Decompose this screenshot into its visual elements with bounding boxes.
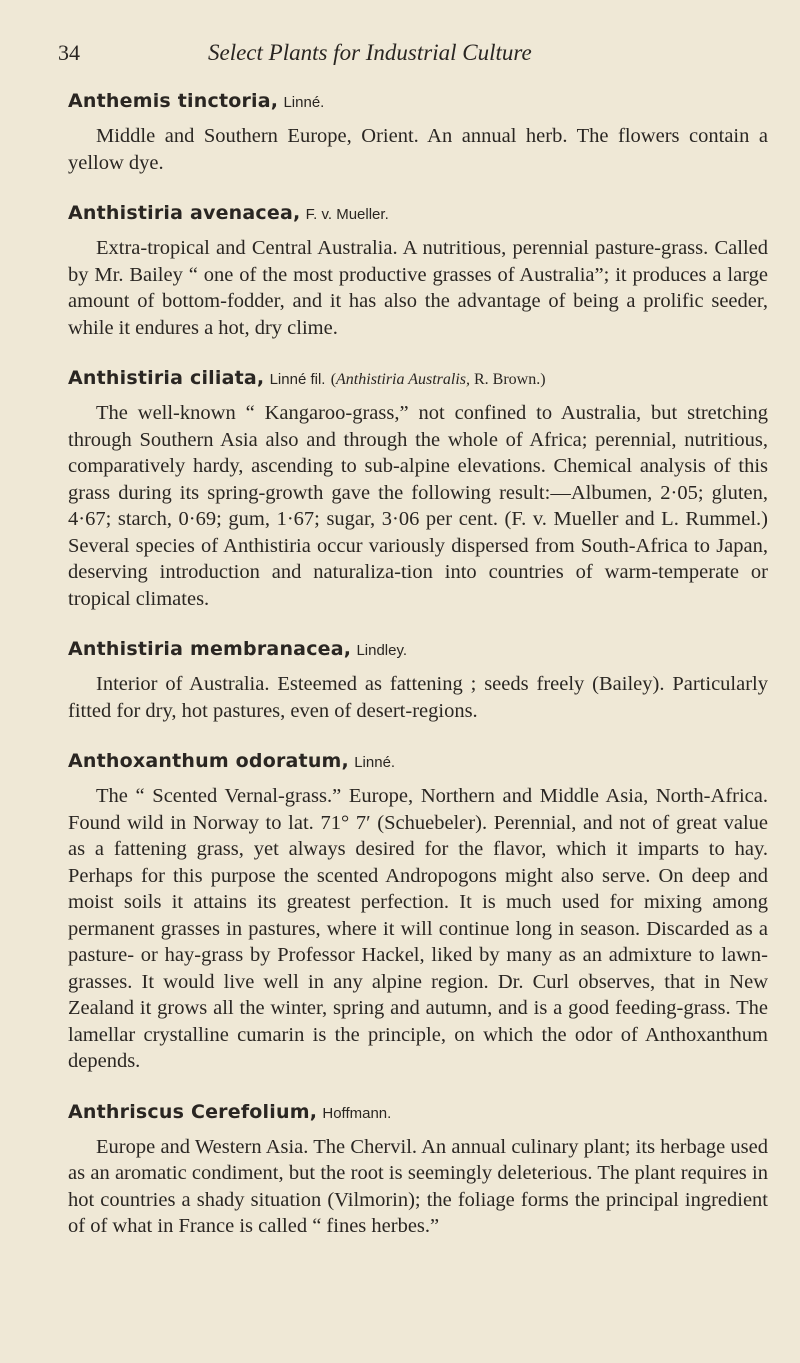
entry-anthistiria-membranacea bbox=[68, 634, 768, 724]
entry-title bbox=[68, 634, 768, 665]
entry-body: The “ Scented Vernal-grass.” Europe, Northern and Middle Asia, North-Africa. Found wild in Norway to lat. 71° 7′ (Schuebeler). Perennial, and not of great value as a fattening grass, yet always desired for the flavor, which it imparts to hay. Perhaps for this purpose the scented Andropogons might also serve. On deep and moist soils it attains its greatest perfection. It is much used for mixing among permanent grasses in pastures, where it will continue long in season. Discarded as a pasture- or hay-grass by Professor Hackel, liked by many as an admixture to lawn-grasses. It would live well in any alpine region. Dr. Curl observes, that in New Zealand it grows all the winter, spring and autumn, and is a good feeding-grass. The lamellar crystalline cumarin is the principle, on which the odor of Anthoxanthum depends. bbox=[68, 785, 768, 1072]
entry-anthriscus-cerefolium bbox=[68, 1097, 768, 1240]
entry-body: Extra-tropical and Central Australia. A nutritious, perennial pasture-grass. Called by Mr. Bailey “ one of the most productive grasses of Australia”; it produces a large amount of bottom-fodder, and it has also the advantage of being a prolific seeder, while it endures a hot, dry clime. bbox=[68, 237, 768, 339]
species-authority: Lindley. bbox=[356, 642, 408, 659]
synonym-open-paren: ( bbox=[330, 371, 337, 388]
entries bbox=[68, 86, 768, 1262]
synonym-name: Anthistiria Australis, bbox=[336, 371, 470, 388]
species-name: Anthistiria membranacea, bbox=[68, 638, 352, 660]
species-name: Anthoxanthum odoratum, bbox=[68, 750, 349, 772]
page-number: 34 bbox=[58, 40, 80, 65]
entry-anthistiria-ciliata bbox=[68, 363, 768, 612]
synonym bbox=[331, 371, 546, 388]
entry-anthemis-tinctoria bbox=[68, 86, 768, 176]
entry-anthoxanthum-odoratum bbox=[68, 746, 768, 1075]
running-title: Select Plants for Industrial Culture bbox=[208, 40, 532, 65]
entry-title bbox=[68, 1097, 768, 1128]
entry-title bbox=[68, 363, 768, 394]
page-header bbox=[58, 40, 760, 70]
species-authority: Hoffmann. bbox=[322, 1104, 392, 1122]
species-authority: Linné. bbox=[283, 94, 325, 111]
entry-title bbox=[68, 198, 768, 229]
entry-body: Middle and Southern Europe, Orient. An annual herb. The flowers contain a yellow dye. bbox=[68, 125, 768, 174]
species-authority: Linné. bbox=[354, 754, 396, 771]
species-name: Anthriscus Cerefolium, bbox=[68, 1100, 318, 1123]
synonym-author: R. Brown.) bbox=[473, 371, 546, 388]
species-authority: Linné fil. bbox=[269, 371, 326, 388]
entry-body: The well-known “ Kangaroo-grass,” not confined to Australia, but stretching through Southern Asia also and through the whole of Africa; perennial, nutritious, comparatively hardy, ascending to sub-alpine elevations. Chemical analysis of this grass during its spring-growth gave the following result:—Albumen, 2·05; gluten, 4·67; starch, 0·69; gum, 1·67; sugar, 3·06 per cent. (F. v. Mueller and L. Rummel.) Several species of Anthistiria occur variously dispersed from South-Africa to Japan, deserving introduction and naturaliza-tion into countries of warm-temperate or tropical climates. bbox=[68, 402, 768, 610]
species-name: Anthistiria avenacea, bbox=[68, 202, 301, 224]
entry-title bbox=[68, 746, 768, 777]
entry-body: Interior of Australia. Esteemed as fattening ; seeds freely (Bailey). Particularly fitted for dry, hot pastures, even of desert-regions. bbox=[68, 673, 768, 722]
species-name: Anthistiria ciliata, bbox=[68, 367, 265, 389]
species-name: Anthemis tinctoria, bbox=[68, 90, 279, 112]
entry-title bbox=[68, 86, 768, 117]
entry-anthistiria-avenacea bbox=[68, 198, 768, 341]
species-authority: F. v. Mueller. bbox=[305, 206, 389, 223]
entry-body: Europe and Western Asia. The Chervil. An annual culinary plant; its herbage used as an aromatic condiment, but the root is seemingly deleterious. The plant requires in hot countries a shady situation (Vilmorin); the foliage forms the principal ingredient of of what in France is called “ fines herbes.” bbox=[68, 1135, 768, 1237]
